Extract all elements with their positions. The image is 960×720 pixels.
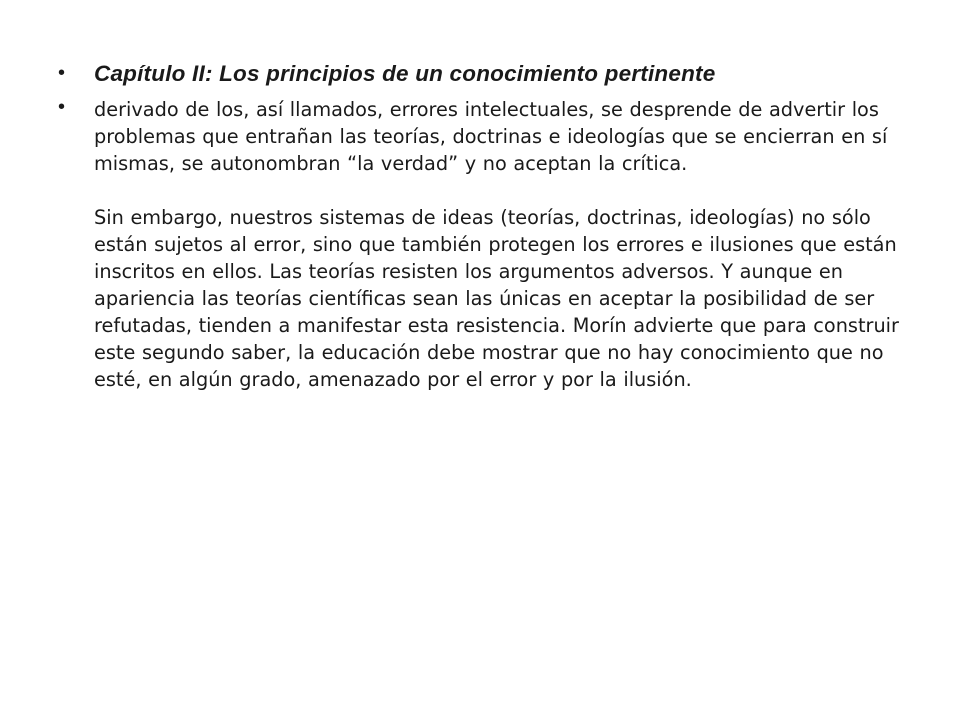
bullet-dot: • [58,62,66,84]
bullet-list [58,58,908,393]
bullet-dot: • [58,96,66,118]
body-paragraph-1: derivado de los, así llamados, errores intelectuales, se desprende de advertir los problemas que entrañan las teorías, doctrinas e ideologías que se encierran en sí mismas, se autonombran “la verdad” y no aceptan la crítica. [94,98,888,175]
bullet-item-heading [58,58,908,90]
bullet-item-body [58,96,908,393]
chapter-heading: Capítulo II: Los principios de un conocimiento pertinente [94,61,716,86]
body-paragraph-2: Sin embargo, nuestros sistemas de ideas (teorías, doctrinas, ideologías) no sólo están sujetos al error, sino que también protegen los errores e ilusiones que están inscritos en ellos. Las teorías resisten los argumentos adversos. Y aunque en apariencia las teorías científicas sean las únicas en aceptar la posibilidad de ser refutadas, tienden a manifestar esta resistencia. Morín advierte que para construir este segundo saber, la educación debe mostrar que no hay conocimiento que no esté, en algún grado, amenazado por el error y por la ilusión. [94,206,899,391]
